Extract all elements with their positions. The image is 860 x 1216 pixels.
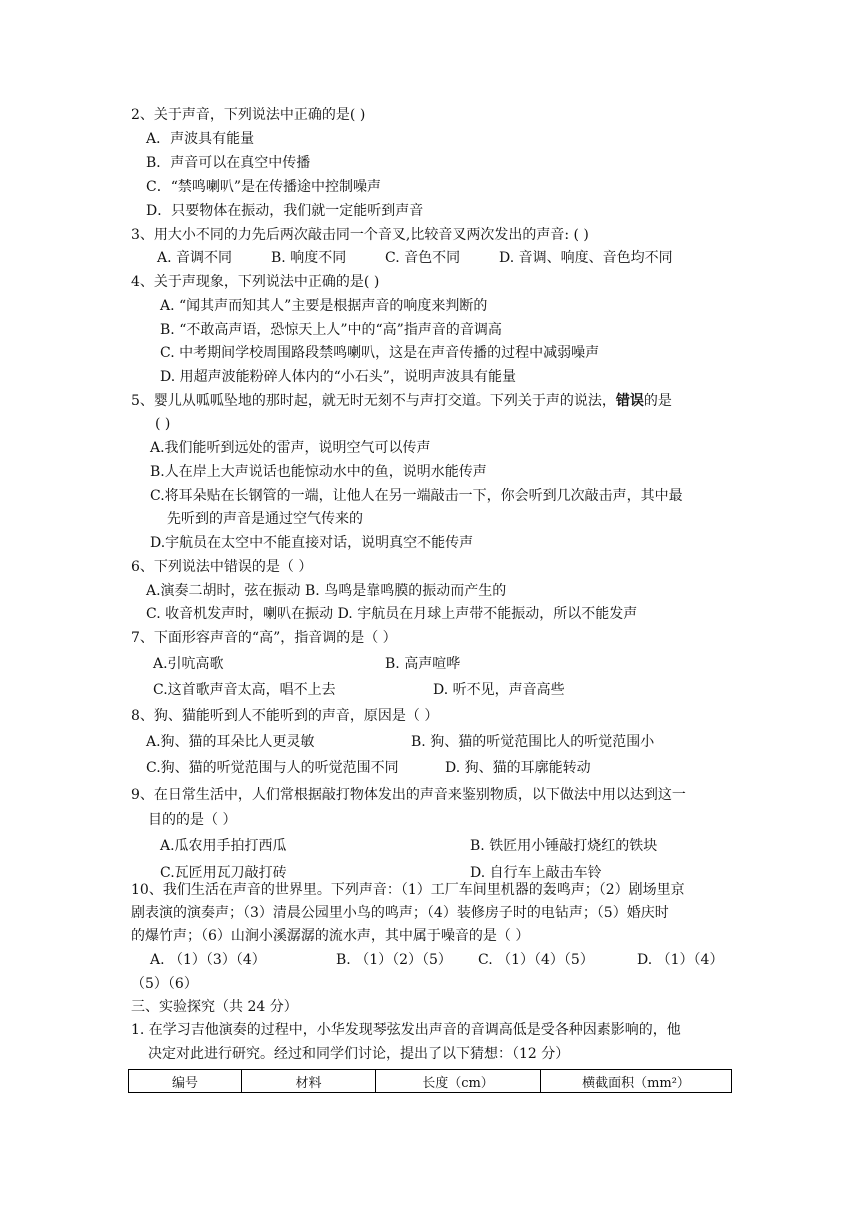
q5-option-c: C.将耳朵贴在长钢管的一端，让他人在另一端敲击一下，你会听到几次敲击声，其中最: [150, 488, 683, 504]
q8-stem: 8、狗、猫能听到人不能听到的声音，原因是（ ）: [131, 708, 439, 724]
q4-option-c: C. 中考期间学校周围路段禁鸣喇叭，这是在声音传播的过程中减弱噪声: [160, 345, 600, 361]
q9-option-b: B. 铁匠用小锤敲打烧红的铁块: [470, 838, 658, 854]
q4-stem: 4、关于声现象，下列说法中正确的是( ): [131, 274, 380, 290]
q5-stem: [131, 391, 672, 411]
q7-stem: 7、下面形容声音的“高”，指音调的是（ ）: [131, 630, 397, 646]
table-header-row: [129, 1070, 732, 1093]
q7-option-c: C.这首歌声音太高，唱不上去: [153, 682, 336, 698]
q3-option-d: D. 音调、响度、音色均不同: [499, 250, 673, 266]
q4-option-b: B. “不敢高声语，恐惊天上人”中的“高”指声音的音调高: [160, 322, 502, 338]
q10-option-d: D. （1）（4）: [637, 952, 724, 968]
q2-option-c: C．“禁鸣喇叭”是在传播途中控制噪声: [146, 179, 382, 195]
q4-option-d: D. 用超声波能粉碎人体内的“小石头”，说明声波具有能量: [160, 369, 516, 385]
q9-stem: 9、在日常生活中，人们常根据敲打物体发出的声音来鉴别物质，以下做法中用以达到这一: [131, 787, 686, 803]
q5-option-a: A.我们能听到远处的雷声，说明空气可以传声: [150, 440, 431, 456]
q5-option-b: B.人在岸上大声说话也能惊动水中的鱼，说明水能传声: [150, 464, 487, 480]
q6-options-line1: A.演奏二胡时，弦在振动 B. 鸟鸣是靠鸣膜的振动而产生的: [146, 583, 507, 599]
col-header-length: 长度（cm）: [376, 1070, 541, 1093]
q5-stem-emphasis: 错误: [615, 393, 644, 409]
q6-stem: 6、下列说法中错误的是（ ）: [131, 559, 313, 575]
q3-option-c: C. 音色不同: [385, 250, 461, 266]
col-header-material: 材料: [242, 1070, 376, 1093]
q7-option-d: D. 听不见，声音高些: [433, 682, 565, 698]
col-header-number: 编号: [129, 1070, 242, 1093]
q8-option-b: B. 狗、猫的听觉范围比人的听觉范围小: [411, 734, 655, 750]
q7-option-b: B. 高声喧哗: [385, 656, 461, 672]
q10-stem-line2: 剧表演的演奏声；（3）清晨公园里小鸟的鸣声；（4）装修房子时的电钻声；（5）婚庆时: [131, 905, 669, 921]
col-header-cross-section: 横截面积（mm²）: [541, 1070, 732, 1093]
q3-option-b: B. 响度不同: [271, 250, 347, 266]
q3-option-a: A. 音调不同: [157, 250, 233, 266]
q10-option-a: A. （1）（3）（4）: [150, 952, 266, 968]
q5-option-d: D.宇航员在太空中不能直接对话，说明真空不能传声: [150, 535, 474, 551]
q8-option-c: C.狗、猫的听觉范围与人的听觉范围不同: [146, 760, 399, 776]
q9-option-a: A.瓜农用手拍打西瓜: [160, 838, 287, 854]
q10-option-c: C. （1）（4）（5）: [478, 952, 594, 968]
q5-stem-text: 5、婴儿从呱呱坠地的那时起，就无时无刻不与声打交道。下列关于声的说法，: [131, 393, 616, 409]
q2-option-b: B．声音可以在真空中传播: [146, 155, 311, 171]
s3-q1-line1: 1. 在学习吉他演奏的过程中，小华发现琴弦发出声音的音调高低是受各种因素影响的，他: [131, 1022, 681, 1038]
q10-stem-line1: 10、我们生活在声音的世界里。下列声音：（1）工厂车间里机器的轰鸣声；（2）剧场里京: [131, 882, 685, 898]
q3-stem: 3、用大小不同的力先后两次敲击同一个音叉,比较音叉两次发出的声音: ( ): [131, 227, 589, 243]
q10-stem-line3: 的爆竹声；（6）山涧小溪潺潺的流水声，其中属于噪音的是（ ）: [131, 928, 530, 944]
q9-option-c: C.瓦匠用瓦刀敲打砖: [160, 865, 287, 881]
q5-stem-tail: 的是: [643, 393, 672, 409]
q8-option-a: A.狗、猫的耳朵比人更灵敏: [146, 734, 315, 750]
experiment-table: [128, 1069, 732, 1093]
q5-option-c-continued: 先听到的声音是通过空气传来的: [167, 511, 363, 527]
q2-option-d: D．只要物体在振动，我们就一定能听到声音: [146, 203, 424, 219]
q9-option-d: D. 自行车上敲击车铃: [470, 865, 602, 881]
section-title: 三、实验探究（共 24 分）: [131, 999, 298, 1015]
q4-option-a: A. “闻其声而知其人”主要是根据声音的响度来判断的: [160, 298, 488, 314]
s3-q1-line2: 决定对此进行研究。经过和同学们讨论，提出了以下猜想：（12 分）: [148, 1046, 570, 1062]
q10-option-d-continued: （5）（6）: [131, 976, 198, 992]
q2-stem: 2、关于声音，下列说法中正确的是( ): [131, 107, 366, 123]
q8-option-d: D. 狗、猫的耳廓能转动: [445, 760, 591, 776]
q10-option-b: B. （1）（2）（5）: [336, 952, 452, 968]
q7-option-a: A.引吭高歌: [153, 656, 224, 672]
q2-option-a: A．声波具有能量: [146, 131, 255, 147]
q6-options-line2: C. 收音机发声时，喇叭在振动 D. 宇航员在月球上声带不能振动，所以不能发声: [146, 606, 638, 622]
q9-stem-continued: 目的的是（ ）: [148, 812, 237, 828]
q5-bracket: ( ): [155, 416, 171, 432]
